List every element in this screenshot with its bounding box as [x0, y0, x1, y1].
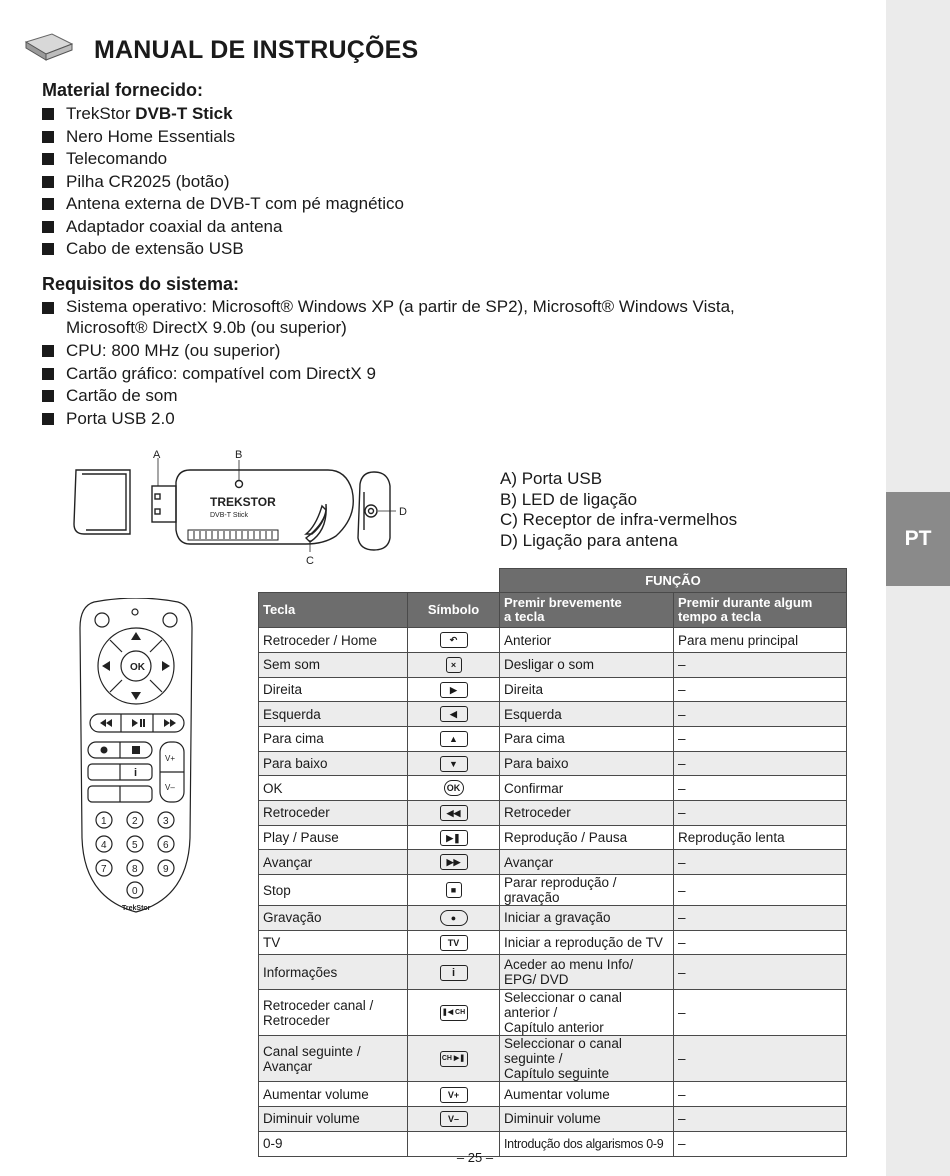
- remote-logo: TrekStor: [122, 905, 151, 912]
- label-a: A: [153, 449, 161, 461]
- table-row: TV TV Iniciar a reprodução de TV –: [259, 930, 847, 955]
- list-item: Cartão gráfico: compatível com DirectX 9: [42, 363, 735, 386]
- remote-ok-label: OK: [130, 662, 145, 673]
- stick-cap: [74, 470, 130, 534]
- material-heading: Material fornecido:: [42, 80, 204, 100]
- list-item: Cartão de som: [42, 385, 735, 408]
- ok-icon: OK: [444, 780, 464, 796]
- table-row: Canal seguinte / Avançar CH ▶❚ Seleccionar o canal seguinte / Capítulo seguinte –: [259, 1036, 847, 1082]
- svg-text:5: 5: [132, 840, 138, 851]
- remote-control-illustration: [76, 598, 196, 916]
- callout-b: B) LED de ligação: [500, 489, 638, 509]
- table-row: Sem som × Desligar o som –: [259, 652, 847, 677]
- list-item: Sistema operativo: Microsoft® Windows XP (a partir de SP2), Microsoft® Windows Vista, Microsoft® DirectX 9.0b (ou superior): [42, 297, 735, 338]
- function-group-header: FUNÇÃO: [500, 569, 847, 593]
- svg-text:0: 0: [132, 886, 138, 897]
- list-item: Telecomando: [42, 148, 404, 171]
- stick-logo: TREKSTOR: [210, 495, 276, 509]
- list-item: Antena externa de DVB-T com pé magnético: [42, 193, 404, 216]
- remote-vminus-label: V–: [165, 783, 175, 792]
- list-item: CPU: 800 MHz (ou superior): [42, 340, 735, 363]
- page-title: MANUAL DE INSTRUÇÕES: [94, 36, 419, 64]
- led: [236, 481, 243, 488]
- svg-text:9: 9: [163, 864, 169, 875]
- book-icon: [24, 32, 74, 62]
- record-icon: ●: [440, 910, 468, 926]
- col-symbol-header: Símbolo: [408, 593, 500, 628]
- stick-model: DVB-T Stick: [210, 512, 248, 519]
- table-row: OK OK Confirmar –: [259, 776, 847, 801]
- material-list: [42, 103, 404, 261]
- callout-d: D) Ligação para antena: [500, 530, 678, 550]
- channel-prev-icon: ❚◀ CH: [440, 1005, 468, 1021]
- stop-icon: ■: [446, 882, 462, 898]
- arrow-right-icon: ▶: [440, 682, 468, 698]
- ir-receiver: [306, 506, 326, 534]
- usb-stick-diagram: [60, 446, 430, 570]
- volume-up-icon: V+: [440, 1087, 468, 1103]
- home-icon: [95, 613, 109, 627]
- table-row: 0-9 Introdução dos algarismos 0-9 –: [259, 1131, 847, 1156]
- page-number: – 25 –: [456, 1150, 494, 1165]
- svg-text:6: 6: [163, 840, 169, 851]
- requirements-heading: Requisitos do sistema:: [42, 274, 240, 294]
- list-item: Pilha CR2025 (botão): [42, 171, 404, 194]
- table-row: Esquerda ◀ Esquerda –: [259, 702, 847, 727]
- language-tab: PT: [886, 492, 950, 586]
- table-row: Informações i Aceder ao menu Info/ EPG/ DVD –: [259, 955, 847, 990]
- list-item: Nero Home Essentials: [42, 126, 404, 149]
- play-pause-icon: ▶❚: [440, 830, 468, 846]
- mute-icon: ×: [446, 657, 462, 673]
- table-row: Retroceder / Home ↶ Anterior Para menu principal: [259, 628, 847, 653]
- rewind-icon: ◀◀: [440, 805, 468, 821]
- table-row: Direita ▶ Direita –: [259, 677, 847, 702]
- usb-connector: [152, 486, 176, 522]
- svg-text:7: 7: [101, 864, 107, 875]
- list-item: Adaptador coaxial da antena: [42, 216, 404, 239]
- info-icon: i: [440, 965, 468, 981]
- table-row: Retroceder ◀◀ Retroceder –: [259, 801, 847, 826]
- table-row: Diminuir volume V– Diminuir volume –: [259, 1107, 847, 1132]
- tv-icon: TV: [440, 935, 468, 951]
- svg-text:3: 3: [163, 816, 169, 827]
- mute-icon: [163, 613, 177, 627]
- label-c: C: [306, 555, 314, 567]
- requirements-list: [42, 297, 735, 430]
- col-key-header: Tecla: [259, 593, 408, 628]
- diagram-legend: [500, 469, 737, 551]
- channel-next-icon: CH ▶❚: [440, 1051, 468, 1067]
- function-table: [258, 568, 847, 1157]
- col-long-header: Premir durante algum tempo a tecla: [674, 593, 847, 628]
- remote-vplus-label: V+: [165, 754, 176, 763]
- volume-down-icon: V–: [440, 1111, 468, 1127]
- table-row: Play / Pause ▶❚ Reprodução / Pausa Reprodução lenta: [259, 825, 847, 850]
- list-item: TrekStor DVB-T Stick: [42, 103, 404, 126]
- svg-text:i: i: [134, 767, 138, 779]
- home-icon: ↶: [440, 632, 468, 648]
- label-b: B: [235, 449, 243, 461]
- table-row: Avançar ▶▶ Avançar –: [259, 850, 847, 875]
- arrow-left-icon: ◀: [440, 706, 468, 722]
- svg-text:2: 2: [132, 816, 138, 827]
- label-d: D: [399, 506, 407, 518]
- svg-text:4: 4: [101, 840, 107, 851]
- fast-forward-icon: ▶▶: [440, 854, 468, 870]
- side-margin-band: [886, 0, 950, 1176]
- list-item: Porta USB 2.0: [42, 408, 735, 431]
- svg-text:8: 8: [132, 864, 138, 875]
- table-row: Para cima ▲ Para cima –: [259, 726, 847, 751]
- table-row: Gravação ● Iniciar a gravação –: [259, 906, 847, 931]
- table-row: Para baixo ▼ Para baixo –: [259, 751, 847, 776]
- table-row: Aumentar volume V+ Aumentar volume –: [259, 1082, 847, 1107]
- svg-text:1: 1: [101, 816, 107, 827]
- callout-c: C) Receptor de infra-vermelhos: [500, 510, 738, 529]
- arrow-down-icon: ▼: [440, 756, 468, 772]
- arrow-up-icon: ▲: [440, 731, 468, 747]
- table-row: Stop ■ Parar reprodução / gravação –: [259, 875, 847, 906]
- callout-a: A) Porta USB: [500, 469, 603, 488]
- col-short-header: Premir brevemente a tecla: [500, 593, 674, 628]
- list-item: Cabo de extensão USB: [42, 238, 404, 261]
- antenna-port: [365, 505, 377, 517]
- table-row: Retroceder canal / Retroceder ❚◀ CH Seleccionar o canal anterior / Capítulo anterior –: [259, 990, 847, 1036]
